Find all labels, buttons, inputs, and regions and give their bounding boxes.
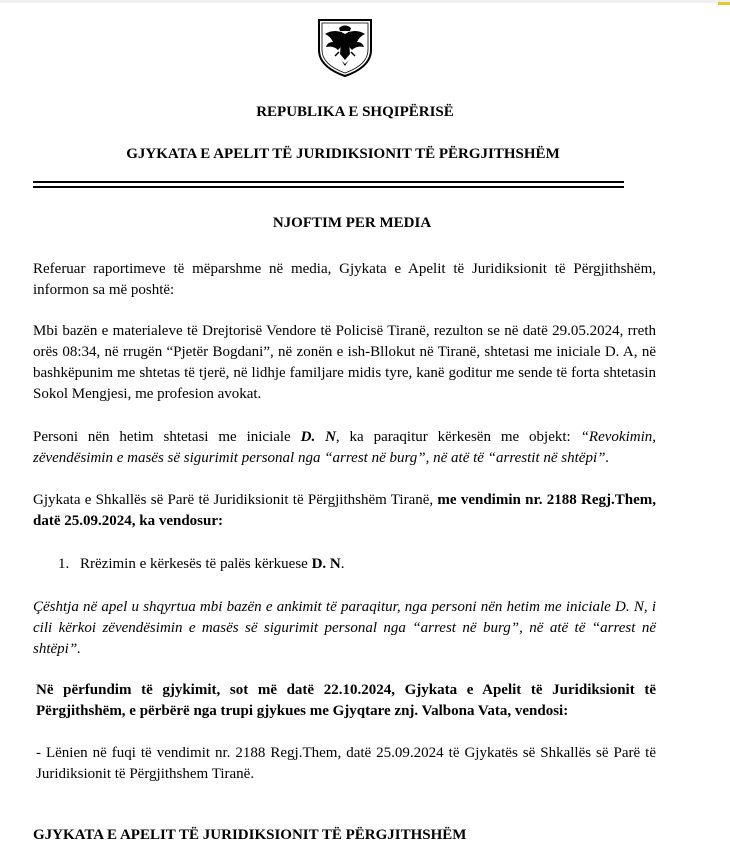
coat-of-arms-emblem [313, 14, 377, 78]
footer-court-name: GJYKATA E APELIT TË JURIDIKSIONIT TË PËRGJITHSHËM [33, 827, 467, 843]
list-number: 1. [58, 556, 70, 572]
list-item-text: Rrëzimin e kërkesës të palës kërkuese [80, 556, 312, 572]
corner-marker [718, 2, 730, 5]
request-paragraph [33, 427, 656, 469]
first-instance-paragraph [33, 490, 656, 532]
list-item-initials: D. N [311, 556, 341, 572]
top-border [0, 0, 730, 3]
header-divider-bottom [33, 186, 624, 188]
header-divider-top [33, 181, 624, 183]
facts-paragraph: Mbi bazën e materialeve të Drejtorisë Vendore të Policisë Tiranë, rezulton se në datë 29.05.2024, rreth orës 08:34, në rrugën “Pjetër Bogdani”, në zonën e ish-Bllokut në Tiranë, shtetasi me iniciale D. A, në bashkëpunim me shtetas të tjerë, në lidhje familjare midis tyre, kanë goditur me sende të forta shtetasin Sokol Mengjesi, me profesion avokat. [33, 323, 656, 402]
decision-paragraph: - Lënien në fuqi të vendimit nr. 2188 Regj.Them, datë 25.09.2024 të Gjykatës së Shkallës së Parë të Juridiksionit të Përgjithshem Tiranë. [36, 745, 656, 782]
first-instance-court: Gjykata e Shkallës së Parë të Juridiksionit të Përgjithshëm Tiranë, [33, 492, 438, 508]
request-object-quote: “Revokimin, zëvendësimin e masës së sigurimit personal nga “arrest në burg”, në atë të “arrestit në shtëpi”. [33, 429, 656, 466]
request-text: Personi nën hetim shtetasi me iniciale [33, 429, 301, 445]
appeal-paragraph: Çështja në apel u shqyrtua mbi bazën e ankimit të paraqitur, nga personi nën hetim me iniciale D. N, i cili kërkoi zëvendësimin e masës së sigurimit personal nga “arrest në burg”, në atë të “arrest në shtëpi”. [33, 599, 656, 657]
suspect-initials: D. N [300, 429, 336, 445]
conclusion-paragraph: Në përfundim të gjykimit, sot më datë 22.10.2024, Gjykata e Apelit të Juridiksionit të Përgjithshëm, e përbërë nga trupi gjykues me Gjyqtare znj. Valbona Vata, vendosi: [36, 682, 656, 719]
intro-paragraph: Referuar raportimeve të mëparshme në media, Gjykata e Apelit të Juridiksionit të Përgjithshëm, informon sa më poshtë: [33, 261, 656, 298]
request-text-cont: , ka paraqitur kërkesën me objekt: [335, 429, 581, 445]
notice-title: NJOFTIM PER MEDIA [272, 215, 432, 231]
republic-heading: REPUBLIKA E SHQIPËRISË [256, 104, 454, 120]
list-item-end: . [340, 556, 345, 572]
decision-list-item [58, 554, 618, 575]
first-instance-decision: me vendimin nr. 2188 Regj.Them, datë 25.09.2024, ka vendosur: [33, 492, 656, 529]
court-heading: GJYKATA E APELIT TË JURIDIKSIONIT TË PËRGJITHSHËM [126, 146, 560, 162]
